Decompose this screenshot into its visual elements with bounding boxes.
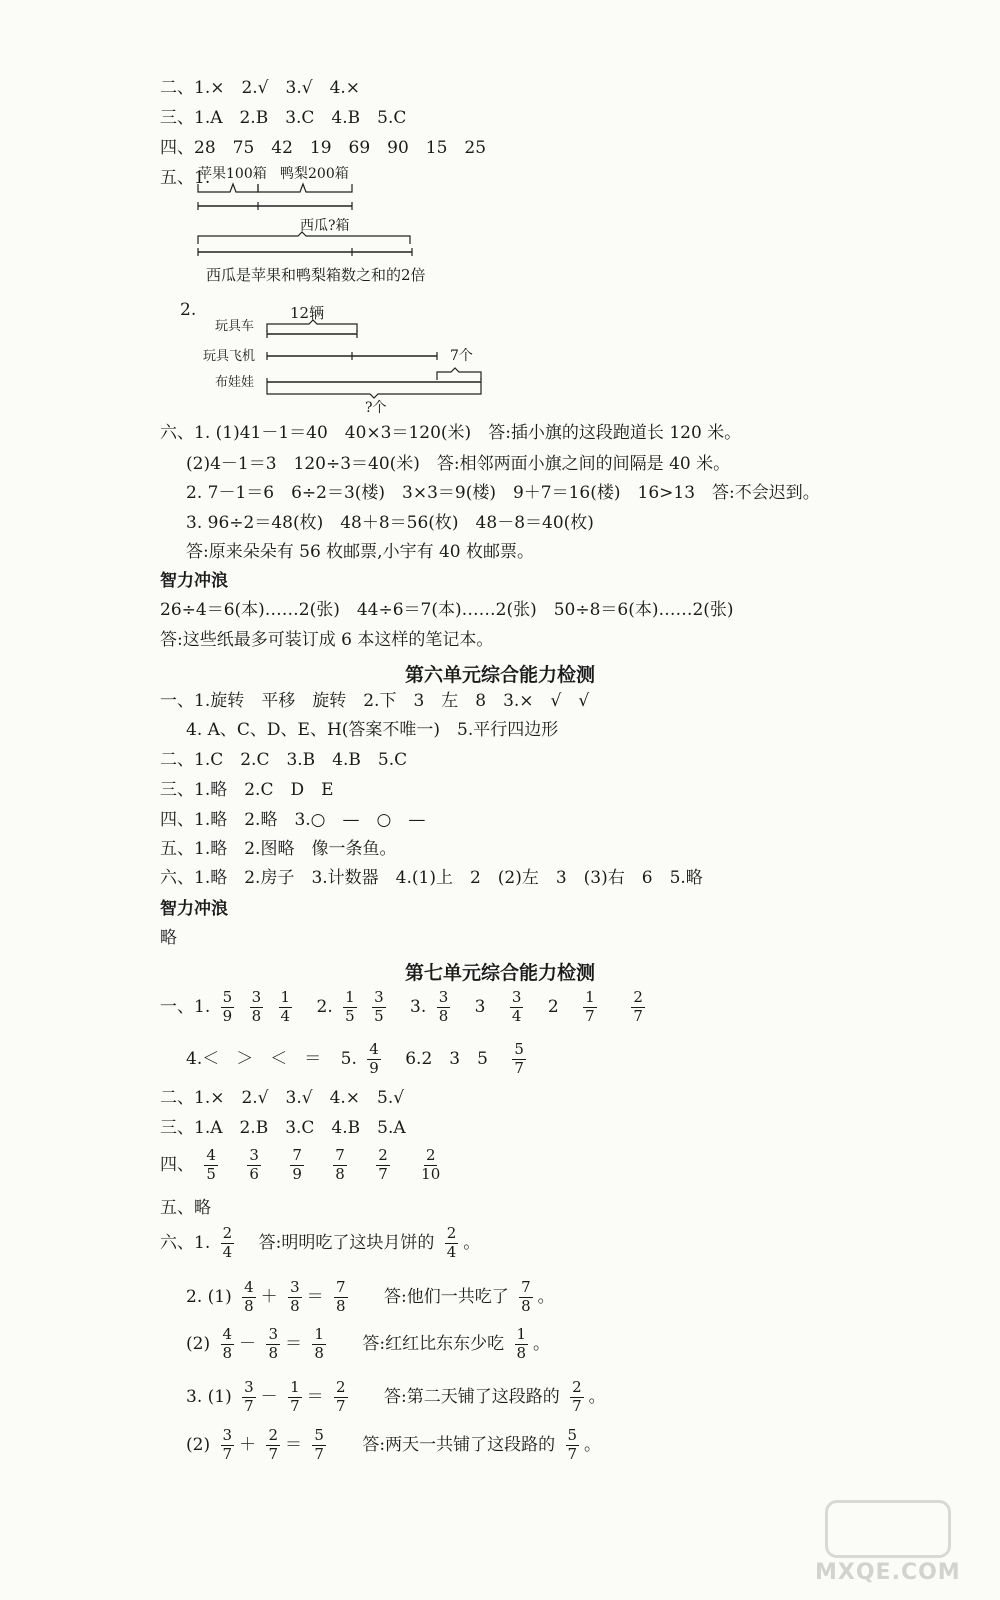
u5-si-line: 四、28 75 42 19 69 90 15 25 (160, 138, 487, 158)
fraction: $\frac{1}{8}$ (314, 1325, 324, 1362)
brace-total (267, 386, 481, 398)
u7-er: 二、1.× 2.√ 3.√ 4.× 5.√ (160, 1088, 405, 1108)
unit7-title: 第七单元综合能力检测 (404, 962, 595, 984)
fraction: $\frac{2}{10}$ (421, 1146, 441, 1183)
label-7: 7个 (450, 348, 473, 364)
fraction: $\frac{4}{8}$ (244, 1278, 254, 1315)
brace-melon (198, 232, 410, 244)
u7-liu2-1: 2. (1) $\frac{4}{8}$ ＋ $\frac{3}{8}$ ＝ $\frac{7}{8}$ 答:他们一共吃了 $\frac{7}{8}$ 。 (186, 1278, 555, 1315)
fraction: $\frac{3}{8}$ (251, 988, 262, 1025)
u5-liu1-2: (2)4－1＝3 120÷3＝40(米) 答:相邻两面小旗之间的间隔是 40 米。 (186, 454, 731, 474)
label-doll: 布娃娃 (215, 375, 255, 390)
fraction: $\frac{7}{8}$ (336, 1278, 346, 1315)
fraction: $\frac{4}{5}$ (206, 1146, 216, 1183)
fraction: $\frac{2}{4}$ (446, 1224, 457, 1261)
diagram-fruit-boxes (180, 162, 426, 287)
fraction: $\frac{1}{4}$ (280, 988, 291, 1025)
fraction: $\frac{3}{8}$ (290, 1278, 300, 1315)
u6-yi1: 一、1.旋转 平移 旋转 2.下 3 左 8 3.× √ √ (160, 691, 590, 711)
fraction: $\frac{7}{9}$ (292, 1146, 302, 1183)
u6-liu: 六、1.略 2.房子 3.计数器 4.(1)上 2 (2)左 3 (3)右 6 5.略 (160, 868, 703, 888)
u7-wu: 五、略 (160, 1198, 211, 1218)
fraction: $\frac{7}{8}$ (521, 1278, 531, 1315)
label-total: ?个 (365, 400, 387, 416)
fraction: $\frac{3}{8}$ (268, 1325, 278, 1362)
u5-zhili-1: 26÷4＝6(本)……2(张) 44÷6＝7(本)……2(张) 50÷8＝6(本)……2(张) (160, 600, 734, 620)
fraction: $\frac{1}{8}$ (516, 1325, 527, 1362)
label-12: 12辆 (290, 304, 325, 322)
u6-yi2: 4. A、C、D、E、H(答案不唯一) 5.平行四边形 (186, 720, 559, 740)
fraction: $\frac{1}{7}$ (290, 1378, 300, 1415)
fraction: $\frac{1}{7}$ (585, 988, 595, 1025)
u6-si: 四、1.略 2.略 3.○ — ○ — (160, 810, 426, 830)
fraction: $\frac{5}{7}$ (567, 1426, 578, 1463)
brace-pear (258, 184, 352, 192)
fraction: $\frac{3}{5}$ (374, 988, 384, 1025)
fraction: $\frac{2}{7}$ (336, 1378, 346, 1415)
caption-melon: 西瓜是苹果和鸭梨箱数之和的2倍 (206, 266, 426, 284)
brace-12 (267, 320, 357, 332)
u6-er: 二、1.C 2.C 3.B 4.B 5.C (160, 750, 408, 770)
u7-si: 四、 $\frac{4}{5}$ $\frac{3}{6}$ $\frac{7}{9}$ $\frac{7}{8}$ $\frac{2}{7}$ $\frac{2}{10}$ (160, 1146, 441, 1183)
u5-wu-prefix: 五、1. (160, 168, 211, 188)
u5-liu3: 3. 96÷2＝48(枚) 48＋8＝56(枚) 48－8＝40(枚) (186, 513, 594, 533)
diagram-toys (203, 298, 495, 416)
fraction: $\frac{3}{8}$ (438, 988, 449, 1025)
u5-er-line: 二、1.× 2.√ 3.√ 4.× (160, 78, 361, 98)
u7-san: 三、1.A 2.B 3.C 4.B 5.A (160, 1118, 406, 1138)
fraction: $\frac{4}{8}$ (222, 1325, 233, 1362)
u6-san: 三、1.略 2.C D E (160, 780, 334, 800)
u6-wu: 五、1.略 2.图略 像一条鱼。 (160, 839, 397, 859)
fraction: $\frac{3}{4}$ (511, 988, 522, 1025)
label-car: 玩具车 (215, 319, 255, 334)
brace-apple (198, 184, 258, 192)
fraction: $\frac{2}{7}$ (572, 1378, 582, 1415)
fraction: $\frac{3}{7}$ (244, 1378, 254, 1415)
fraction: $\frac{5}{7}$ (314, 1426, 324, 1463)
fraction: $\frac{2}{4}$ (222, 1224, 233, 1261)
watermark-logo (815, 1500, 965, 1590)
u6-zhili-title: 智力冲浪 (160, 899, 228, 919)
fraction: $\frac{2}{7}$ (378, 1146, 388, 1183)
fraction: $\frac{2}{7}$ (633, 988, 643, 1025)
u5-san-line: 三、1.A 2.B 3.C 4.B 5.C (160, 108, 407, 128)
u5-q2-prefix: 2. (180, 300, 197, 320)
u5-liu2: 2. 7－1＝6 6÷2＝3(楼) 3×3＝9(楼) 9＋7＝16(楼) 16>13 答:不会迟到。 (186, 483, 820, 503)
fraction: $\frac{3}{6}$ (249, 1146, 259, 1183)
fraction: $\frac{5}{7}$ (514, 1040, 524, 1077)
fraction: $\frac{1}{5}$ (345, 988, 355, 1025)
u7-liu2-2: (2) $\frac{4}{8}$ － $\frac{3}{8}$ ＝ $\frac{1}{8}$ 答:红红比东东少吃 $\frac{1}{8}$ 。 (186, 1325, 551, 1362)
label-plane: 玩具飞机 (203, 349, 256, 364)
u5-liu1-1: 六、1. (1)41－1＝40 40×3＝120(米) 答:插小旗的这段跑道长 120 米。 (160, 423, 742, 443)
watermark-text: MXQE.COM (815, 1560, 961, 1585)
fraction: $\frac{2}{7}$ (268, 1426, 278, 1463)
label-apple: 苹果100箱 (198, 166, 267, 182)
u5-zhili-2: 答:这些纸最多可装订成 6 本这样的笔记本。 (160, 630, 494, 650)
brace-7 (437, 368, 481, 380)
fraction: $\frac{3}{7}$ (222, 1426, 233, 1463)
fraction: $\frac{5}{9}$ (222, 988, 233, 1025)
fraction: $\frac{7}{8}$ (335, 1146, 345, 1183)
u7-liu1: 六、1. $\frac{2}{4}$ 答:明明吃了这块月饼的 $\frac{2}{4}$ 。 (160, 1224, 481, 1261)
u7-yi2: 4.＜ ＞ ＜ ＝ 5. $\frac{4}{9}$ 6.2 3 5 $\frac{5}{7}$ (186, 1040, 524, 1077)
u5-zhili-title: 智力冲浪 (160, 571, 228, 591)
u7-liu3-1: 3. (1) $\frac{3}{7}$ － $\frac{1}{7}$ ＝ $\frac{2}{7}$ 答:第二天铺了这段路的 $\frac{2}{7}$ 。 (186, 1378, 606, 1415)
unit6-title: 第六单元综合能力检测 (404, 664, 595, 686)
label-melon: 西瓜?箱 (300, 218, 350, 234)
u6-zhili: 略 (160, 928, 177, 948)
fraction: $\frac{4}{9}$ (369, 1040, 379, 1077)
u7-liu3-2: (2) $\frac{3}{7}$ ＋ $\frac{2}{7}$ ＝ $\frac{5}{7}$ 答:两天一共铺了这段路的 $\frac{5}{7}$ 。 (186, 1426, 602, 1463)
label-pear: 鸭梨200箱 (280, 166, 349, 182)
u5-liu3-ans: 答:原来朵朵有 56 枚邮票,小宇有 40 枚邮票。 (186, 542, 535, 562)
u7-yi1: 一、1. $\frac{5}{9}$ $\frac{3}{8}$ $\frac{1}{4}$ 2. $\frac{1}{5}$ $\frac{3}{5}$ 3. $\frac{3}{8}$ 3 $\frac{3}{4}$ 2 $\frac{1}{7}$ $\frac{2}{7}$ (160, 988, 643, 1025)
